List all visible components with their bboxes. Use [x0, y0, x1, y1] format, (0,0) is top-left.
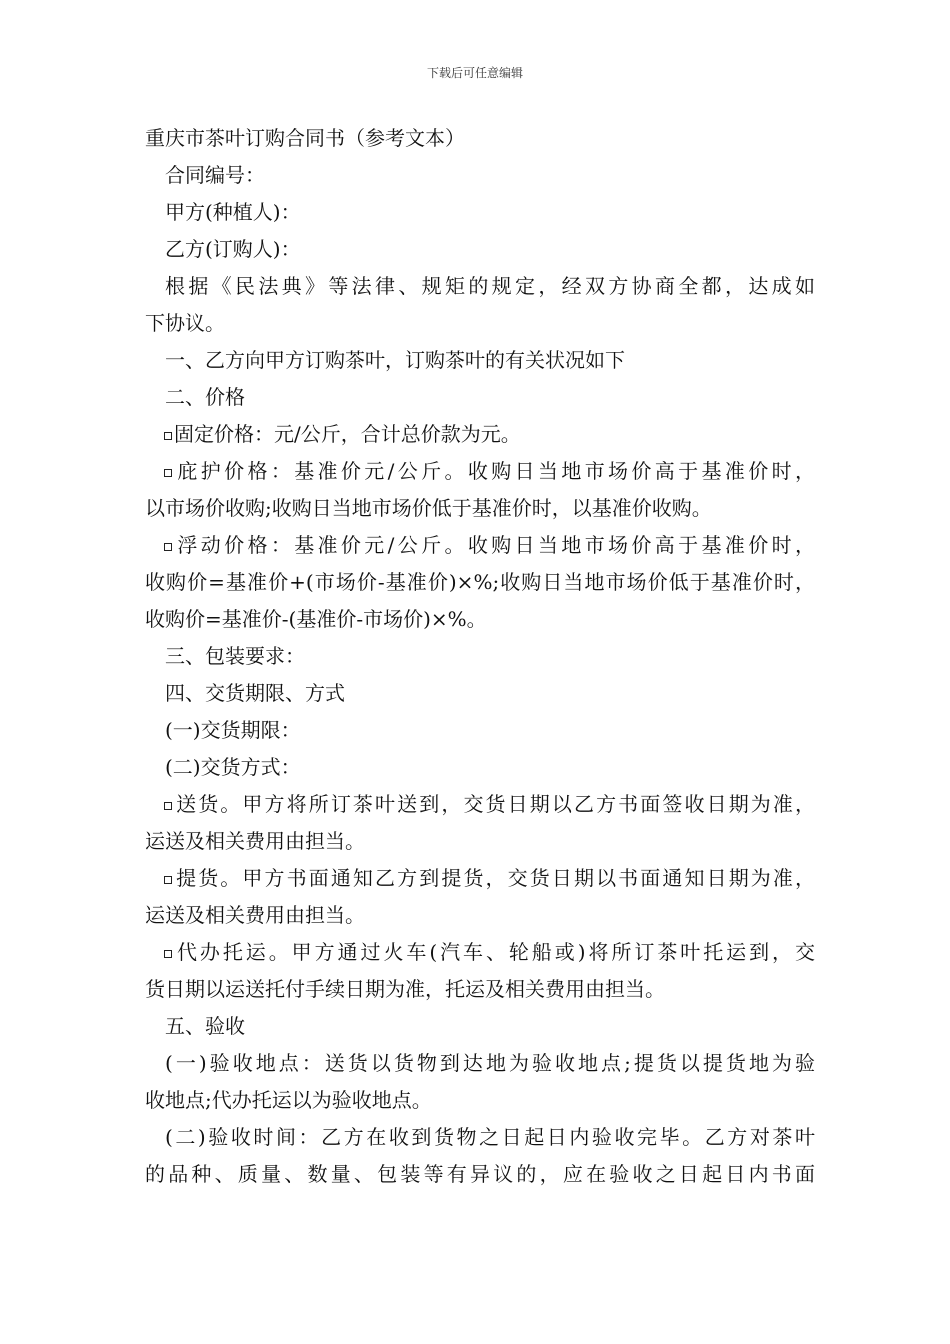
- document-body: [145, 120, 815, 1193]
- contract-number-line: 合同编号：: [165, 163, 265, 187]
- agent-shipping-text-1: 代办托运。甲方通过火车(汽车、轮船或)将所订茶叶托运到，交: [174, 940, 815, 964]
- party-b-line: 乙方(订购人)：: [165, 237, 301, 261]
- intro-paragraph-line-2: 下协议。: [145, 311, 225, 335]
- price-fixed-text: 固定价格：元/公斤，合计总价款为元。: [174, 422, 521, 446]
- section-5-2-line-2: 的品种、质量、数量、包装等有异议的，应在验收之日起日内书面: [145, 1162, 815, 1186]
- checkbox-agent-shipping[interactable]: [164, 950, 172, 958]
- pickup-text-1: 提货。甲方书面通知乙方到提货，交货日期以书面通知日期为准，: [174, 866, 815, 890]
- agent-shipping-option: [145, 934, 815, 971]
- section-4-2-line: (二)交货方式：: [165, 755, 301, 779]
- page-header-note: 下载后可任意编辑: [426, 66, 523, 80]
- intro-paragraph-line-1: 根据《民法典》等法律、规矩的规定，经双方协商全都，达成如: [165, 274, 815, 298]
- price-float-option: [145, 527, 815, 564]
- party-a-line: 甲方(种植人)：: [165, 200, 301, 224]
- section-5-heading: 五、验收: [165, 1014, 245, 1038]
- agent-shipping-text-2: 货日期以运送托付手续日期为准，托运及相关费用由担当。: [145, 977, 665, 1001]
- price-protect-text-2: 以市场价收购;收购日当地市场价低于基准价时，以基准价收购。: [145, 496, 712, 520]
- section-1-heading: 一、乙方向甲方订购茶叶，订购茶叶的有关状况如下: [165, 348, 625, 372]
- section-5-1-line-2: 收地点;代办托运以为验收地点。: [145, 1088, 432, 1112]
- delivery-text-2: 运送及相关费用由担当。: [145, 829, 365, 853]
- document-title: 重庆市茶叶订购合同书（参考文本）: [145, 126, 465, 150]
- section-4-heading: 四、交货期限、方式: [165, 681, 345, 705]
- section-2-heading: 二、价格: [165, 385, 245, 409]
- checkbox-delivery[interactable]: [164, 802, 172, 810]
- section-5-1-line-1: (一)验收地点：送货以货物到达地为验收地点;提货以提货地为验: [165, 1051, 815, 1075]
- price-float-text-1: 浮动价格：基准价元/公斤。收购日当地市场价高于基准价时，: [174, 533, 815, 557]
- delivery-option: [145, 786, 815, 823]
- checkbox-float-price[interactable]: [164, 543, 172, 551]
- section-3-heading: 三、包装要求：: [165, 644, 305, 668]
- price-float-text-2: 收购价=基准价+(市场价-基准价)×%;收购日当地市场价低于基准价时，: [145, 570, 815, 594]
- delivery-text-1: 送货。甲方将所订茶叶送到，交货日期以乙方书面签收日期为准，: [174, 792, 815, 816]
- price-fixed-option: [145, 416, 815, 453]
- pickup-text-2: 运送及相关费用由担当。: [145, 903, 365, 927]
- section-4-1-line: (一)交货期限：: [165, 718, 301, 742]
- price-float-text-3: 收购价=基准价-(基准价-市场价)×%。: [145, 607, 487, 631]
- price-protect-option: [145, 453, 815, 490]
- section-5-2-line-1: (二)验收时间：乙方在收到货物之日起日内验收完毕。乙方对茶叶: [165, 1125, 815, 1149]
- pickup-option: [145, 860, 815, 897]
- checkbox-pickup[interactable]: [164, 876, 172, 884]
- checkbox-protect-price[interactable]: [164, 469, 172, 477]
- checkbox-fixed-price[interactable]: [164, 432, 172, 440]
- price-protect-text-1: 庇护价格：基准价元/公斤。收购日当地市场价高于基准价时，: [174, 459, 815, 483]
